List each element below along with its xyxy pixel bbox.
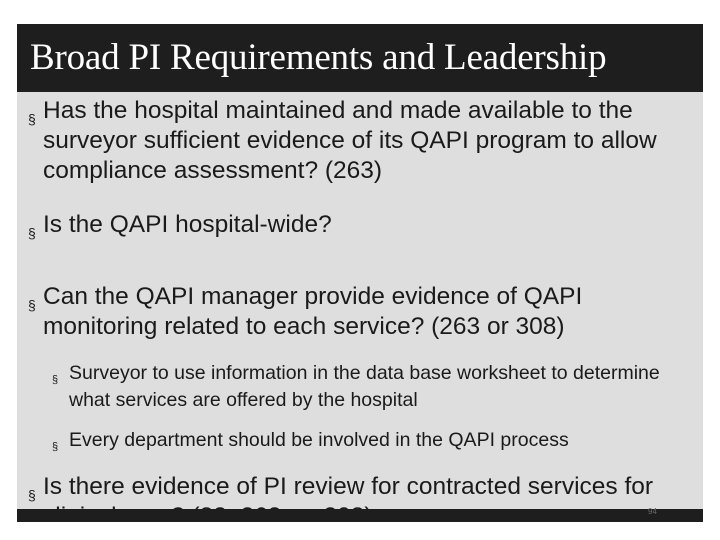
bullet-text: Is there evidence of PI review for contracted services for: [43, 473, 654, 500]
bullet-marker: §: [28, 297, 36, 313]
footer-bar: [17, 509, 703, 522]
bullet-text: Every department should be involved in the QAPI process: [69, 429, 569, 451]
bullet-marker: §: [52, 374, 59, 386]
bullet-item: [28, 210, 700, 240]
slide-title: Broad PI Requirements and Leadership: [30, 37, 607, 78]
slide: [17, 24, 703, 522]
sub-bullet-item: [52, 427, 700, 454]
bullet-marker: §: [28, 487, 36, 503]
title-bar: [17, 24, 703, 92]
bullet-item: [28, 282, 700, 342]
bullet-text: Is the QAPI hospital-wide?: [43, 211, 332, 238]
bullet-text: Has the hospital maintained and made available to the surveyor sufficient evidence of its QAPI program to allow compliance assessment? (263): [43, 97, 657, 184]
page-number: 94: [648, 507, 657, 516]
bullet-marker: §: [28, 111, 36, 127]
bullet-marker: §: [28, 225, 36, 241]
sub-bullet-item: [52, 360, 700, 414]
bullet-item: [28, 96, 700, 186]
bullet-text: Surveyor to use information in the data base worksheet to determine what services are offered by the hospital: [69, 362, 660, 411]
bullet-marker: §: [52, 441, 59, 453]
bullet-text: Can the QAPI manager provide evidence of QAPI monitoring related to each service? (263 or 308): [43, 283, 583, 340]
